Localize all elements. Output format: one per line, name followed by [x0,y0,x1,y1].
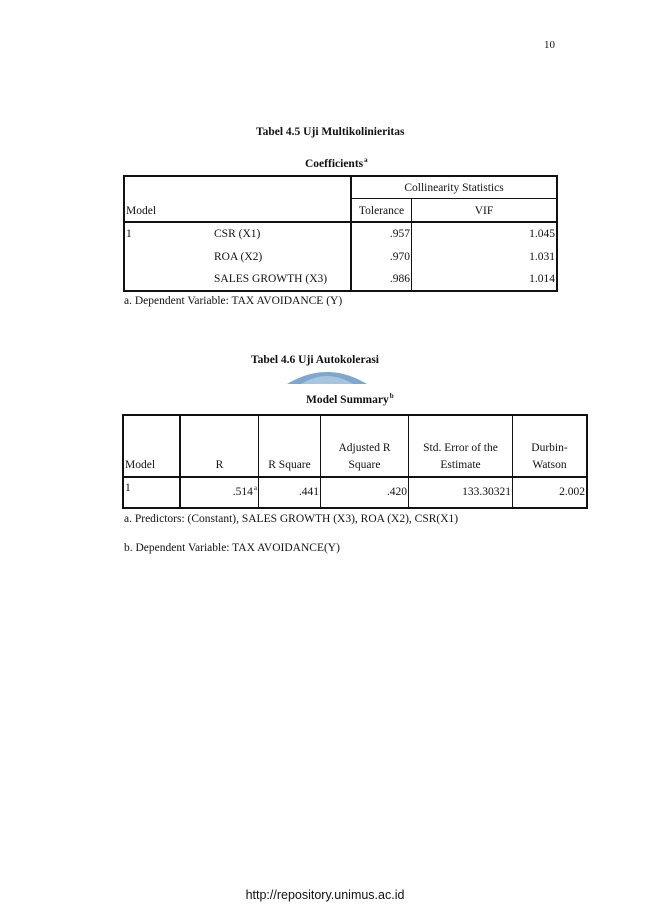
footer-url: http://repository.unimus.ac.id [245,888,405,902]
ms-se-header-1: Std. Error of the [423,442,498,454]
table-4-6-title: Tabel 4.6 Uji Autokolerasi [251,354,380,366]
page-number: 10 [544,39,555,51]
collinearity-statistics-header: Collinearity Statistics [404,182,504,194]
coef-model-number: 1 [126,228,132,240]
tolerance-header: Tolerance [358,205,405,217]
ms-row-dw: 2.002 [559,486,585,498]
coef-row-vif: 1.014 [529,273,555,285]
ms-border-bottom [122,507,588,509]
ms-row-se: 133.30321 [462,486,511,498]
coef-row-tolerance: .957 [389,228,410,240]
ms-border-left [122,414,124,509]
coefficients-footnote: a. Dependent Variable: TAX AVOIDANCE (Y) [124,295,343,307]
ms-rsq-header: R Square [268,459,311,471]
table-4-5-title: Tabel 4.5 Uji Multikolinieritas [256,126,405,138]
ms-border-right [586,414,588,509]
model-summary-footnote-b: b. Dependent Variable: TAX AVOIDANCE(Y) [124,542,340,554]
model-summary-caption-text: Model Summary [306,394,389,406]
ms-row-r-sup: a [253,484,257,492]
ms-row-adj: .420 [386,486,407,498]
ms-border-top [122,414,588,416]
vif-header: VIF [474,205,494,217]
ms-r-header: R [215,459,224,471]
ms-dw-header-1: Durbin- [531,442,568,454]
coef-model-header: Model [126,205,157,217]
ms-dw-header-2: Watson [532,459,567,471]
coefficients-caption-text: Coefficients [305,158,364,170]
model-summary-footnote-a: a. Predictors: (Constant), SALES GROWTH (X3), ROA (X2), CSR(X1) [124,513,459,525]
ms-model-header: Model [125,459,156,471]
ms-row-r [181,486,257,498]
model-summary-caption-sup: b [389,392,394,400]
ms-border-header [122,476,588,478]
coef-row-tolerance: .970 [389,251,410,263]
ms-adj-header-1: Adjusted R [338,442,391,454]
ms-adj-header-2: Square [348,459,381,471]
ms-row-model: 1 [125,482,131,494]
ms-se-header-2: Estimate [440,459,481,471]
coef-row-vif: 1.031 [529,251,555,263]
coef-row-vif: 1.045 [529,228,555,240]
coefficients-caption-sup: a [364,156,368,164]
coef-row-var: SALES GROWTH (X3) [214,273,328,285]
ms-row-rsq: .441 [298,486,319,498]
coef-row-tolerance: .986 [389,273,410,285]
ms-row-r-value: .514 [232,486,253,498]
coef-row-var: ROA (X2) [214,251,263,263]
coef-row-var: CSR (X1) [214,228,261,240]
